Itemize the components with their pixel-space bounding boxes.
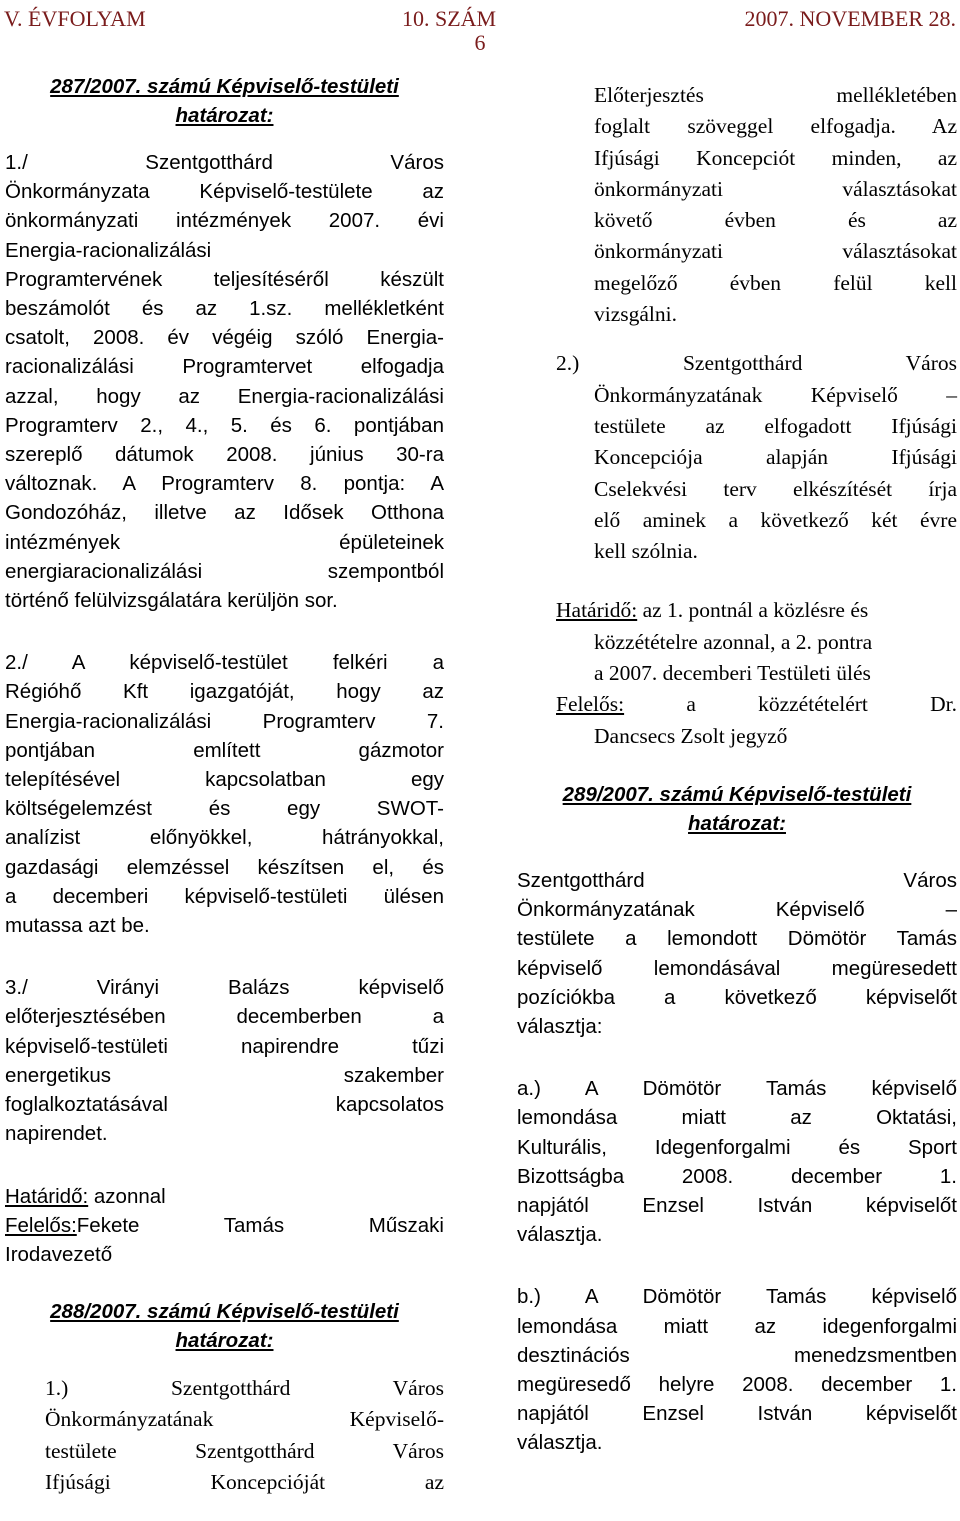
resolution-289-title: 289/2007. számú Képviselő-testületi határozat:: [562, 782, 912, 835]
right-column: [517, 80, 957, 1458]
resolution-289-point-a: a.) A Dömötör Tamás képviselő lemondása miatt az Oktatási, Kulturális, Idegenforgalmi és Sport Bizottságba 2008. december 1. napjától Enzsel István képviselőt választja.: [517, 1077, 957, 1247]
resolution-287-point-2: 2./ A képviselő-testület felkéri a Régióhő Kft igazgatóját, hogy az Energia-racionalizálási Programterv 7. pontjában említett gázmotor telepítésével kapcsolatban egy költségelemzést és egy SWOT- analízist előnyökkel, hátrányokkal, gazdasági elemzéssel készítsen el, és a decemberi képviselő-testületi ülésen mutassa azt be.: [5, 651, 444, 938]
resolution-287-point-3: 3./ Virányi Balázs képviselő előterjesztésében decemberben a képviselő-testületi napirendre tűzi energetikus szakember foglalkoztatásával kapcsolatos napirendet.: [5, 976, 444, 1146]
resolution-288-responsible-person: Dancsecs Zsolt jegyző: [594, 723, 788, 748]
page-number: 6: [474, 30, 486, 55]
resolution-288-deadline: Határidő: az 1. pontnál a közlésre és közzétételre azonnal, a 2. pontra a 2007. decemberi Testületi ülés: [556, 598, 873, 686]
resolution-287-title: 287/2007. számú Képviselő-testületi határozat:: [50, 75, 399, 127]
resolution-288-responsible: Felelős: a közzétételért Dr.: [556, 692, 958, 717]
header-issue: 10. SZÁM: [402, 6, 497, 31]
resolution-288-point-2: 2.) Szentgotthárd Város Önkormányzatának Képviselő – testülete az elfogadott Ifjúsági Koncepciója alapján Ifjúsági Cselekvési terv elkészítését írja elő aminek a következő két évre kell szólnia.: [556, 351, 957, 564]
resolution-287-deadline: Határidő: azonnal: [5, 1184, 166, 1208]
left-column: [5, 72, 444, 1498]
resolution-287-responsible-title: Irodavezető: [5, 1242, 113, 1266]
resolution-287-point-1: 1./ Szentgotthárd Város Önkormányzata Képviselő-testülete az önkormányzati intézmények 2007. évi Energia-racionalizálási Programtervének teljesítéséről készült beszámolót és az 1.sz. mellékletként csatolt, 2008. év végéig szóló Energia- racionalizálási Programtervet elfogadja azzal, hogy az Energia-racionalizálási Programterv 2., 4., 5. és 6. pontjában szereplő dátumok 2008. június 30-ra változnak. A Programterv 8. pontja: A Gondozóház, illetve az Idősek Otthona intézmények épületeinek energiaracionalizálási szempontból történő felülvizsgálatára kerüljön sor.: [5, 151, 444, 613]
header-date: 2007. NOVEMBER 28.: [744, 6, 956, 31]
header-volume: V. ÉVFOLYAM: [4, 6, 146, 31]
resolution-289-point-b: b.) A Dömötör Tamás képviselő lemondása miatt az idegenforgalmi desztinációs menedzsmentben megüresedő helyre 2008. december 1. napjától Enzsel István képviselőt választja.: [517, 1285, 957, 1455]
resolution-287-responsible: Felelős:Fekete Tamás Műszaki: [5, 1213, 444, 1237]
page-header: [0, 6, 960, 56]
resolution-288-point-1: 1.) Szentgotthárd Város Önkormányzatának Képviselő- testülete Szentgotthárd Város Ifjúsági Koncepcióját az: [45, 1376, 444, 1494]
resolution-288-point-1-continued: Előterjesztés mellékletében foglalt szöveggel elfogadja. Az Ifjúsági Koncepciót minden, az önkormányzati választásokat követő évben és az önkormányzati választásokat megelőző évben felül kell vizsgálni.: [594, 83, 957, 327]
resolution-288-title: 288/2007. számú Képviselő-testületi határozat:: [50, 1300, 399, 1353]
resolution-289-body: Szentgotthárd Város Önkormányzatának Képviselő – testülete a lemondott Dömötör Tamás képviselő lemondásával megüresedett pozíciókba a következő képviselőt választja:: [517, 868, 957, 1038]
